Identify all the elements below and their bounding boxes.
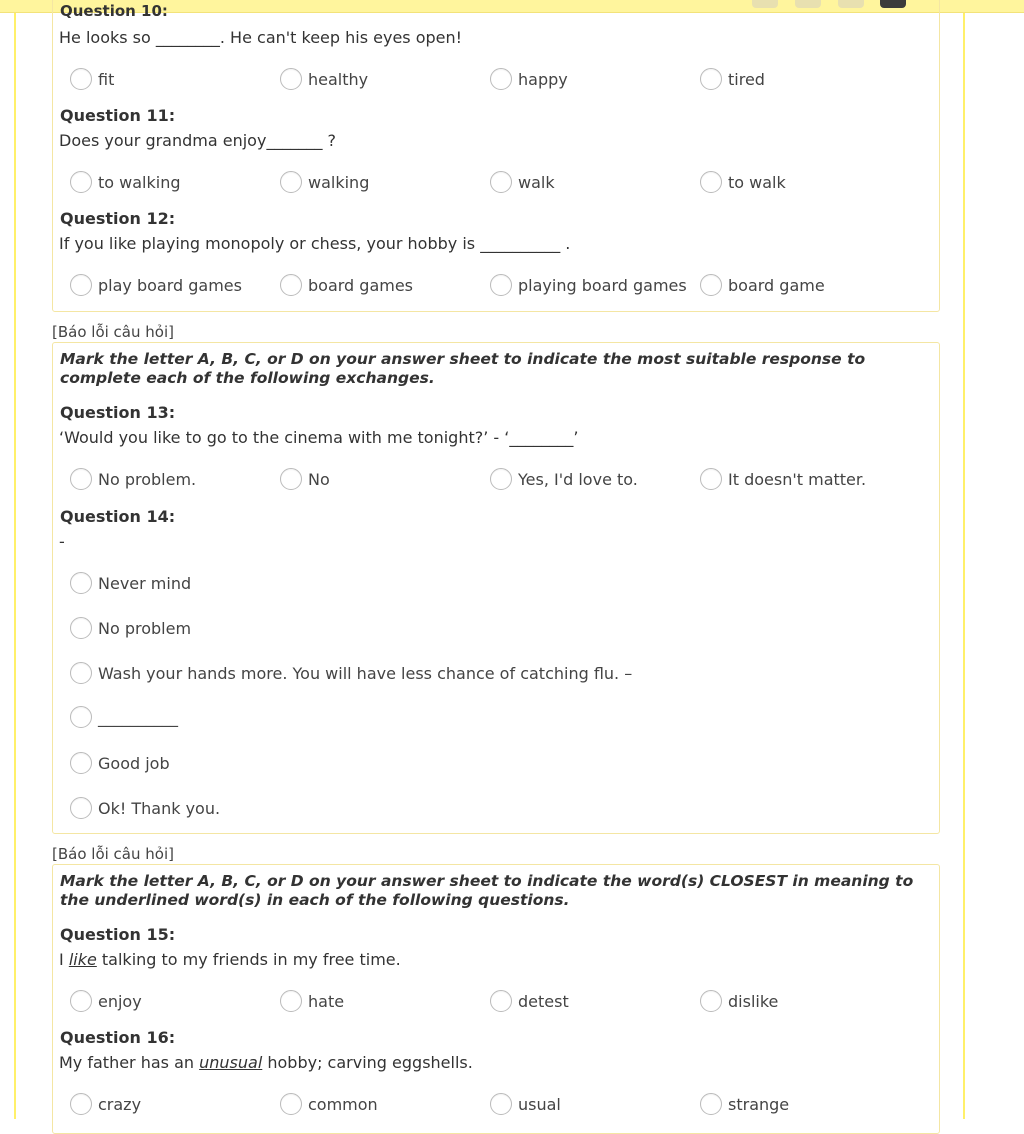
radio-button[interactable]: [70, 468, 92, 490]
q12-option-c[interactable]: playing board games: [490, 272, 687, 298]
radio-button[interactable]: [70, 797, 92, 819]
report-question-link[interactable]: [Báo lỗi câu hỏi]: [52, 845, 174, 863]
q16-option-b[interactable]: common: [280, 1091, 378, 1117]
q14-option-c[interactable]: Wash your hands more. You will have less chance of catching flu. –: [70, 660, 632, 686]
question-title-15: Question 15:: [60, 925, 176, 944]
question-text-14: -: [59, 532, 65, 551]
radio-button[interactable]: [280, 1093, 302, 1115]
q10-option-b[interactable]: healthy: [280, 66, 368, 92]
q14-option-d[interactable]: __________: [70, 704, 178, 730]
radio-button[interactable]: [490, 990, 512, 1012]
radio-button[interactable]: [280, 468, 302, 490]
q13-option-d[interactable]: It doesn't matter.: [700, 466, 866, 492]
q15-option-d[interactable]: dislike: [700, 988, 778, 1014]
radio-button[interactable]: [490, 1093, 512, 1115]
question-text-16: My father has an unusual hobby; carving eggshells.: [59, 1053, 473, 1072]
question-text-11: Does your grandma enjoy_______ ?: [59, 131, 337, 150]
radio-button[interactable]: [700, 468, 722, 490]
question-title-11: Question 11:: [60, 106, 176, 125]
question-title-14: Question 14:: [60, 507, 176, 526]
question-title-10: Question 10:: [60, 2, 168, 20]
radio-button[interactable]: [70, 1093, 92, 1115]
radio-button[interactable]: [70, 274, 92, 296]
q12-option-a[interactable]: play board games: [70, 272, 242, 298]
q13-option-a[interactable]: No problem.: [70, 466, 196, 492]
radio-button[interactable]: [700, 1093, 722, 1115]
radio-button[interactable]: [700, 171, 722, 193]
radio-button[interactable]: [280, 171, 302, 193]
q10-option-d[interactable]: tired: [700, 66, 765, 92]
radio-button[interactable]: [700, 68, 722, 90]
section-instruction: Mark the letter A, B, C, or D on your answer sheet to indicate the most suitable response to complete each of the following exchanges.: [60, 350, 866, 387]
q15-option-a[interactable]: enjoy: [70, 988, 142, 1014]
q16-option-c[interactable]: usual: [490, 1091, 561, 1117]
question-title-13: Question 13:: [60, 403, 176, 422]
q14-option-e[interactable]: Good job: [70, 750, 170, 776]
q11-option-c[interactable]: walk: [490, 169, 555, 195]
q11-option-d[interactable]: to walk: [700, 169, 786, 195]
radio-button[interactable]: [70, 706, 92, 728]
section-instruction: Mark the letter A, B, C, or D on your answer sheet to indicate the word(s) CLOSEST in meaning to the underlined word(s) in each of the following questions.: [60, 872, 914, 909]
radio-button[interactable]: [700, 990, 722, 1012]
radio-button[interactable]: [280, 990, 302, 1012]
underlined-word: like: [68, 950, 97, 969]
radio-button[interactable]: [70, 752, 92, 774]
radio-button[interactable]: [490, 468, 512, 490]
question-text-15: I like talking to my friends in my free time.: [59, 950, 401, 969]
q16-option-a[interactable]: crazy: [70, 1091, 141, 1117]
radio-button[interactable]: [70, 662, 92, 684]
report-question-link[interactable]: [Báo lỗi câu hỏi]: [52, 323, 174, 341]
q16-option-d[interactable]: strange: [700, 1091, 789, 1117]
q11-option-a[interactable]: to walking: [70, 169, 181, 195]
q15-option-c[interactable]: detest: [490, 988, 569, 1014]
radio-button[interactable]: [70, 990, 92, 1012]
radio-button[interactable]: [70, 572, 92, 594]
q10-option-a[interactable]: fit: [70, 66, 114, 92]
radio-button[interactable]: [700, 274, 722, 296]
q10-option-c[interactable]: happy: [490, 66, 568, 92]
q14-option-a[interactable]: Never mind: [70, 570, 191, 596]
radio-button[interactable]: [70, 68, 92, 90]
question-text-10: He looks so ________. He can't keep his eyes open!: [59, 28, 463, 47]
radio-button[interactable]: [490, 274, 512, 296]
q14-option-b[interactable]: No problem: [70, 615, 191, 641]
question-text-13: ‘Would you like to go to the cinema with me tonight?’ - ‘________’: [59, 428, 579, 447]
question-text-12: If you like playing monopoly or chess, your hobby is __________ .: [59, 234, 571, 253]
radio-button[interactable]: [490, 171, 512, 193]
radio-button[interactable]: [280, 274, 302, 296]
radio-button[interactable]: [490, 68, 512, 90]
radio-button[interactable]: [280, 68, 302, 90]
radio-button[interactable]: [70, 617, 92, 639]
q11-option-b[interactable]: walking: [280, 169, 369, 195]
underlined-word: unusual: [199, 1053, 263, 1072]
question-title-12: Question 12:: [60, 209, 176, 228]
q12-option-b[interactable]: board games: [280, 272, 413, 298]
q15-option-b[interactable]: hate: [280, 988, 344, 1014]
q13-option-c[interactable]: Yes, I'd love to.: [490, 466, 638, 492]
q14-option-f[interactable]: Ok! Thank you.: [70, 795, 220, 821]
q12-option-d[interactable]: board game: [700, 272, 825, 298]
q13-option-b[interactable]: No: [280, 466, 330, 492]
radio-button[interactable]: [70, 171, 92, 193]
question-title-16: Question 16:: [60, 1028, 176, 1047]
